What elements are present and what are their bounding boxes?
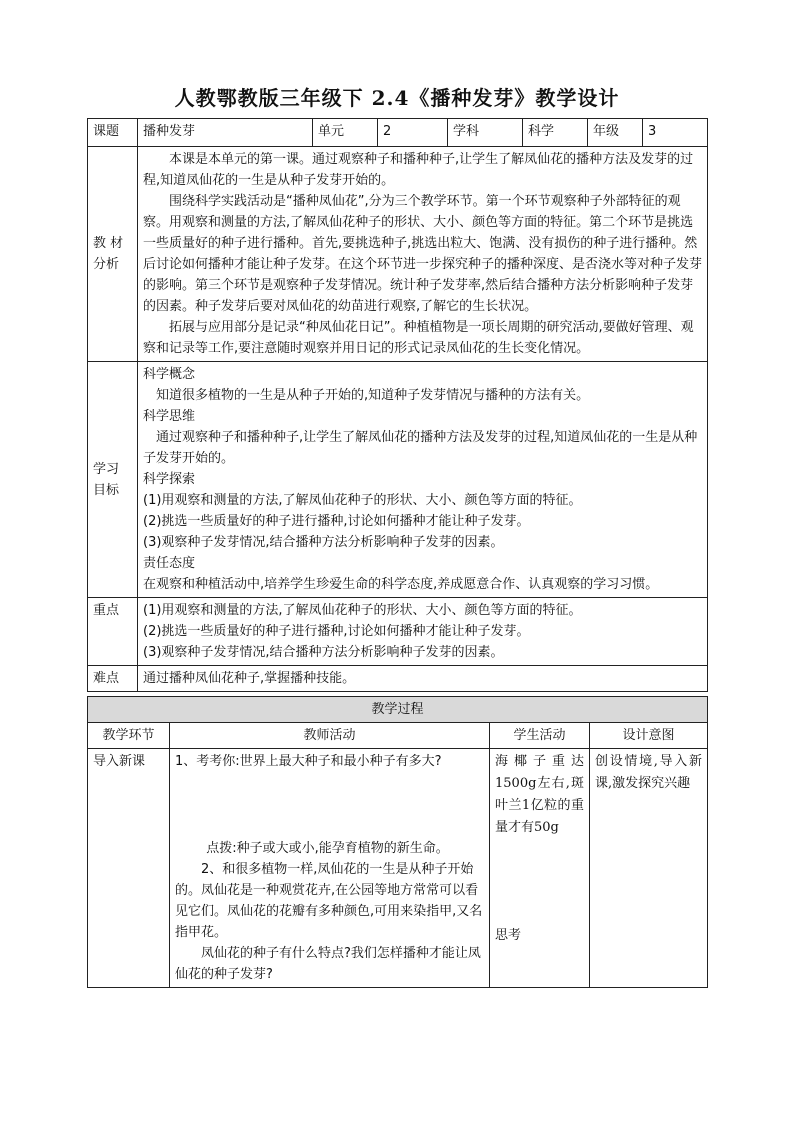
document-title: 人教鄂教版三年级下 2.4《播种发芽》教学设计 bbox=[174, 86, 620, 110]
intent-cell bbox=[590, 749, 708, 988]
unit-label: 单元 bbox=[313, 119, 378, 147]
column-stage: 教学环节 bbox=[88, 723, 170, 749]
concept-text: 知道很多植物的一生是从种子开始的,知道种子发芽情况与播种的方法有关。 bbox=[156, 388, 590, 403]
difficulty-text: 通过播种凤仙花种子,掌握播种技能。 bbox=[138, 666, 708, 692]
teacher-question-1: 1、考考你:世界上最大种子和最小种子有多大? bbox=[175, 754, 442, 769]
difficulty-label: 难点 bbox=[88, 666, 138, 692]
material-analysis-label: 教 材 分析 bbox=[88, 147, 138, 362]
topic-value: 播种发芽 bbox=[138, 119, 313, 147]
student-cell bbox=[490, 749, 590, 988]
key-points-content bbox=[138, 598, 708, 666]
explore-item: (2)挑选一些质量好的种子进行播种,讨论如何播种才能让种子发芽。 bbox=[143, 514, 530, 529]
key-point-item: (2)挑选一些质量好的种子进行播种,讨论如何播种才能让种子发芽。 bbox=[143, 624, 530, 639]
learning-goals-content bbox=[138, 362, 708, 598]
explore-heading: 科学探索 bbox=[143, 472, 196, 487]
topic-label: 课题 bbox=[88, 119, 138, 147]
attitude-heading: 责任态度 bbox=[143, 556, 196, 571]
teacher-question-2: 2、和很多植物一样,凤仙花的一生是从种子开始的。凤仙花是一种观赏花卉,在公园等地方常常可以看见它们。凤仙花的花瓣有多种颜色,可用来染指甲,又名指甲花。 bbox=[175, 862, 483, 940]
key-point-item: (3)观察种子发芽情况,结合播种方法分析影响种子发芽的因素。 bbox=[143, 645, 504, 660]
process-header: 教学过程 bbox=[88, 697, 708, 723]
grade-label: 年级 bbox=[588, 119, 643, 147]
key-points-label: 重点 bbox=[88, 598, 138, 666]
teacher-question-3: 凤仙花的种子有什么特点?我们怎样播种才能让凤仙花的种子发芽? bbox=[175, 946, 481, 982]
explore-item: (3)观察种子发芽情况,结合播种方法分析影响种子发芽的因素。 bbox=[143, 535, 504, 550]
material-paragraph: 拓展与应用部分是记录“种凤仙花日记”。种植植物是一项长周期的研究活动,要做好管理、观察和记录等工作,要注意随时观察并用日记的形式记录凤仙花的生长变化情况。 bbox=[143, 320, 694, 356]
student-think: 思考 bbox=[495, 928, 522, 943]
learning-goals-label: 学习 目标 bbox=[88, 362, 138, 598]
subject-label: 学科 bbox=[448, 119, 523, 147]
process-row bbox=[88, 749, 708, 988]
key-point-item: (1)用观察和测量的方法,了解凤仙花种子的形状、大小、颜色等方面的特征。 bbox=[143, 603, 582, 618]
stage-cell: 导入新课 bbox=[88, 749, 170, 988]
process-table bbox=[87, 696, 708, 988]
info-row bbox=[88, 119, 708, 147]
thinking-heading: 科学思维 bbox=[143, 409, 196, 424]
material-analysis-content bbox=[138, 147, 708, 362]
grade-value: 3 bbox=[643, 119, 708, 147]
teacher-tip: 点拨:种子或大或小,能孕育植物的新生命。 bbox=[206, 841, 449, 856]
process-columns-row bbox=[88, 723, 708, 749]
key-points-row bbox=[88, 598, 708, 666]
material-analysis-row bbox=[88, 147, 708, 362]
column-teacher: 教师活动 bbox=[170, 723, 490, 749]
intent-text: 创设情境,导入新课,激发探究兴趣 bbox=[595, 754, 703, 791]
attitude-text: 在观察和种植活动中,培养学生珍爱生命的科学态度,养成愿意合作、认真观察的学习习惯。 bbox=[143, 577, 659, 592]
info-table bbox=[87, 118, 708, 692]
material-paragraph: 本课是本单元的第一课。通过观察种子和播种种子,让学生了解凤仙花的播种方法及发芽的过程,知道凤仙花的一生是从种子发芽开始的。 bbox=[143, 152, 694, 188]
thinking-text: 通过观察种子和播种种子,让学生了解凤仙花的播种方法及发芽的过程,知道凤仙花的一生是从种子发芽开始的。 bbox=[143, 430, 698, 466]
process-header-row bbox=[88, 697, 708, 723]
teacher-cell bbox=[170, 749, 490, 988]
learning-goals-row bbox=[88, 362, 708, 598]
column-student: 学生活动 bbox=[490, 723, 590, 749]
concept-heading: 科学概念 bbox=[143, 367, 196, 382]
difficulty-row bbox=[88, 666, 708, 692]
explore-item: (1)用观察和测量的方法,了解凤仙花种子的形状、大小、颜色等方面的特征。 bbox=[143, 493, 582, 508]
student-answer: 海椰子重达1500g左右,斑叶兰1亿粒的重量才有50g bbox=[495, 754, 584, 835]
column-intent: 设计意图 bbox=[590, 723, 708, 749]
unit-value: 2 bbox=[378, 119, 448, 147]
subject-value: 科学 bbox=[523, 119, 588, 147]
material-paragraph: 围绕科学实践活动是“播种凤仙花”,分为三个教学环节。第一个环节观察种子外部特征的观察。用观察和测量的方法,了解凤仙花种子的形状、大小、颜色等方面的特征。第二个环节是挑选一些质量好的种子进行播种。首先,要挑选种子,挑选出粒大、饱满、没有损伤的种子进行播种。然后讨论如何播种才能让种子发芽。在这个环节进一步探究种子的播种深度、是否浇水等对种子发芽的影响。第三个环节是观察种子发芽情况。统计种子发芽率,然后结合播种方法分析影响种子发芽的因素。种子发芽后要对凤仙花的幼苗进行观察,了解它的生长状况。 bbox=[143, 194, 703, 314]
